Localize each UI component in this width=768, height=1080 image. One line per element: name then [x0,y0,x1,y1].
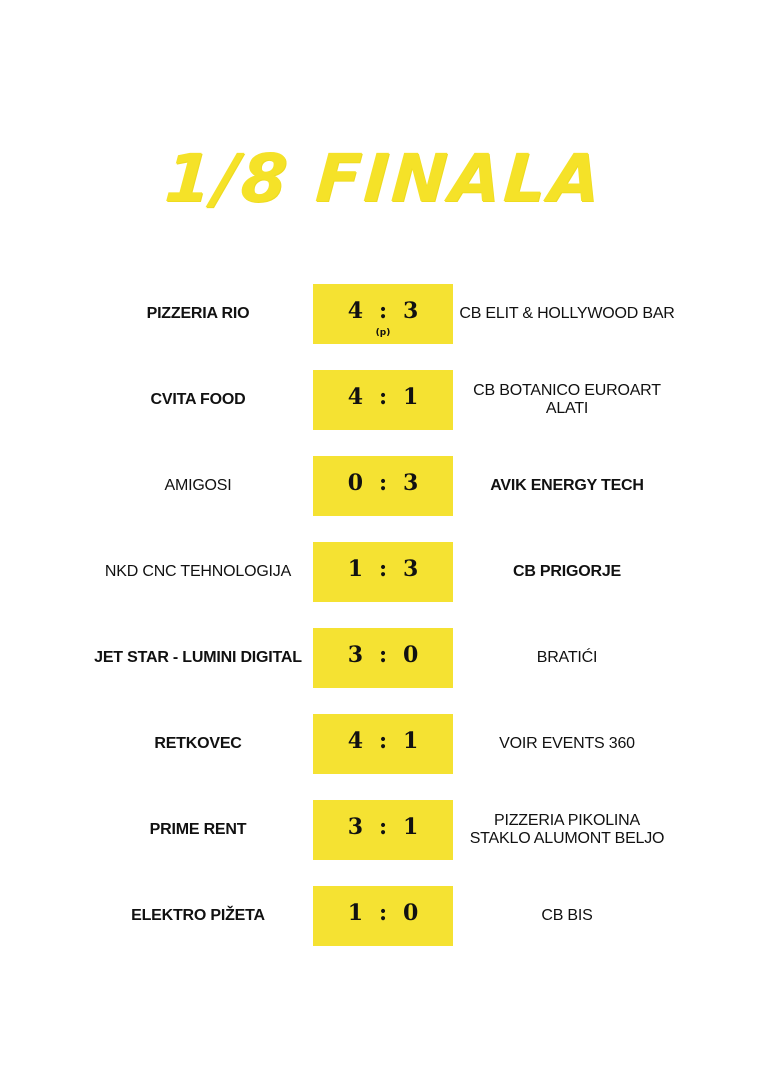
match-row [0,456,768,516]
match-row [0,542,768,602]
away-score: 1 [403,384,419,410]
home-team: AMIGOSI [164,477,232,494]
away-team: PIZZERIA PIKOLINA STAKLO ALUMONT BELJO [469,812,665,847]
away-team: BRATIĆI [536,649,598,666]
home-team: RETKOVEC [154,735,242,752]
away-score: 1 [403,728,419,754]
match-row [0,370,768,430]
home-score: 0 [347,470,363,496]
home-score: 3 [347,814,363,840]
away-team: VOIR EVENTS 360 [499,735,635,752]
score-box [313,456,453,516]
score [313,642,453,668]
away-team: CB ELIT & HOLLYWOOD BAR [459,305,675,322]
away-score: 0 [403,642,419,668]
away-score: 1 [403,814,419,840]
away-score: 3 [403,470,419,496]
score [313,384,453,410]
score-box [313,714,453,774]
away-team: CB BIS [541,907,593,924]
page-title: 1/8 FINALA [162,140,606,217]
match-row [0,714,768,774]
match-row [0,628,768,688]
score-separator: : [378,298,388,324]
score-box [313,370,453,430]
away-team: AVIK ENERGY TECH [490,477,644,494]
home-team: JET STAR - LUMINI DIGITAL [94,649,302,666]
score [313,556,453,582]
score [313,298,453,324]
score-separator: : [378,556,388,582]
match-row [0,800,768,860]
score [313,728,453,754]
home-team: PIZZERIA RIO [146,305,250,322]
score [313,814,453,840]
home-score: 4 [347,728,363,754]
away-score: 0 [403,900,419,926]
away-team: CB BOTANICO EUROART ALATI [473,382,661,417]
score-box [313,284,453,344]
score [313,470,453,496]
match-row [0,886,768,946]
away-team: CB PRIGORJE [512,563,622,580]
score [313,900,453,926]
home-score: 1 [347,900,363,926]
score-box [313,886,453,946]
penalties-note: (p) [375,328,391,338]
score-separator: : [378,814,388,840]
home-team: ELEKTRO PIŽETA [131,907,265,924]
score-box [313,628,453,688]
score-separator: : [378,900,388,926]
away-score: 3 [403,556,419,582]
match-row [0,284,768,344]
home-score: 1 [347,556,363,582]
home-team: PRIME RENT [149,821,247,838]
home-team: NKD CNC TEHNOLOGIJA [104,563,292,580]
score-separator: : [378,728,388,754]
away-score: 3 [403,298,419,324]
score-box [313,542,453,602]
score-box [313,800,453,860]
score-separator: : [378,642,388,668]
score-separator: : [378,384,388,410]
home-score: 4 [347,384,363,410]
home-score: 4 [347,298,363,324]
home-score: 3 [347,642,363,668]
score-separator: : [378,470,388,496]
home-team: CVITA FOOD [150,391,246,408]
